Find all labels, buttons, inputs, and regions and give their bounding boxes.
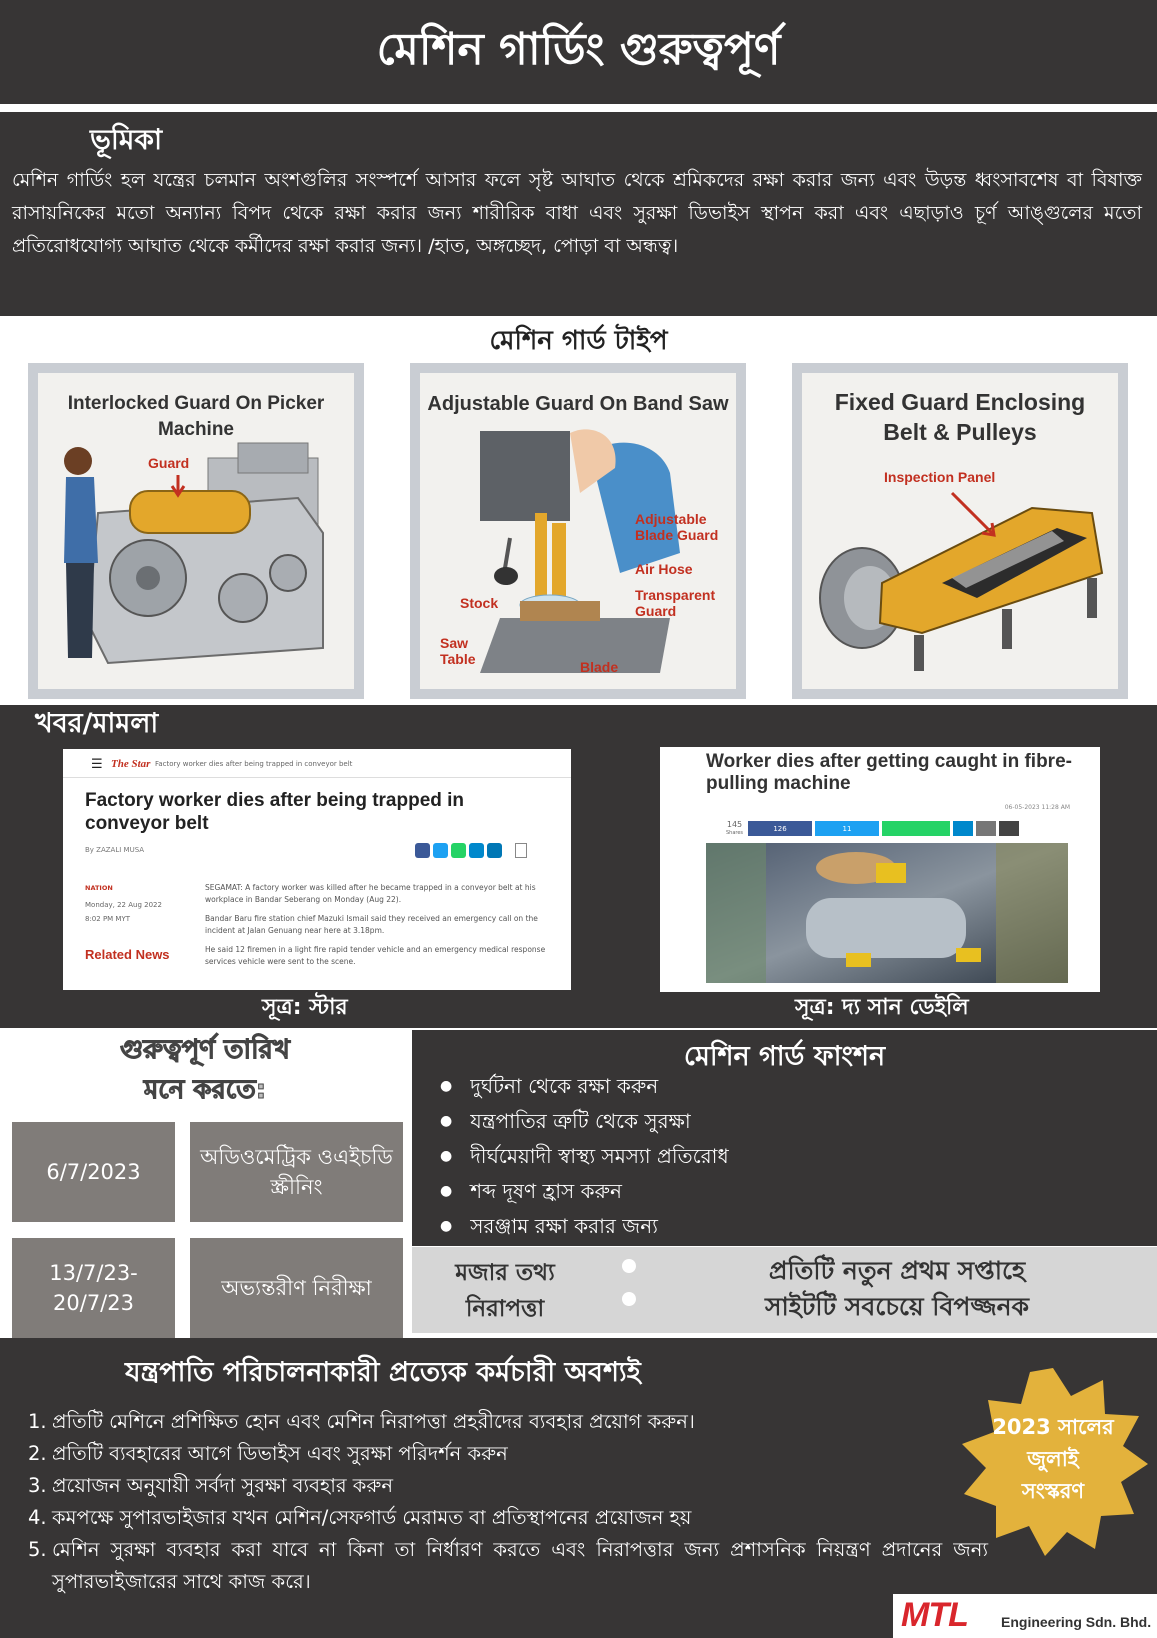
event-cell: অভ্যন্তরীণ নিরীক্ষা bbox=[190, 1238, 403, 1338]
page-title: মেশিন গার্ডিং গুরুত্বপূর্ণ bbox=[0, 0, 1157, 104]
fun-fact-box bbox=[412, 1247, 1157, 1333]
news-screenshot-sun bbox=[660, 747, 1100, 992]
list-item bbox=[28, 1502, 988, 1534]
guard-functions-section bbox=[412, 1030, 1157, 1246]
transparent-guard-label: Transparent Guard bbox=[635, 587, 716, 619]
facebook-share-button[interactable] bbox=[748, 821, 812, 836]
byline: By ZAZALI MUSA bbox=[85, 846, 145, 854]
article-date: 06-05-2023 11:28 AM bbox=[1004, 804, 1070, 811]
list-item bbox=[28, 1534, 988, 1598]
guard-card-title: Interlocked Guard On Picker Machine bbox=[67, 393, 325, 440]
duties-list bbox=[28, 1406, 988, 1598]
date-cell: 6/7/2023 bbox=[12, 1122, 175, 1222]
blade-label: Blade bbox=[580, 659, 619, 675]
list-item bbox=[28, 1406, 988, 1438]
stock-label: Stock bbox=[460, 595, 499, 611]
breadcrumb: Factory worker dies after being trapped in conveyor belt bbox=[155, 760, 353, 768]
inspection-panel-label: Inspection Panel bbox=[884, 469, 996, 485]
guard-label: Guard bbox=[148, 455, 190, 471]
twitter-icon[interactable] bbox=[433, 843, 448, 858]
print-share-button[interactable] bbox=[999, 821, 1019, 836]
header-divider bbox=[63, 777, 571, 778]
company-logo bbox=[893, 1594, 1157, 1638]
source-sun: সূত্র: দ্য সান ডেইলি bbox=[795, 995, 969, 1020]
list-item: ● যন্ত্রপাতির ত্রুটি থেকে সুরক্ষা bbox=[440, 1105, 729, 1140]
article-headline[interactable]: Factory worker dies after being trapped in conveyor belt bbox=[85, 790, 465, 834]
saw-table-label: Saw Table bbox=[440, 635, 476, 667]
fun-fact-label-line: নিরাপত্তা bbox=[465, 1296, 545, 1322]
item-number: 1. bbox=[28, 1410, 47, 1433]
star-logo[interactable]: The Star bbox=[111, 758, 151, 770]
functions-heading: মেশিন গার্ড ফাংশন bbox=[683, 1041, 886, 1072]
whatsapp-share-button[interactable] bbox=[882, 821, 950, 836]
logo-mark: MTL bbox=[901, 1596, 968, 1634]
fun-fact-text bbox=[662, 1253, 1132, 1325]
belt-pulley-illustration bbox=[802, 373, 1118, 689]
list-item: ● দুর্ঘটনা থেকে রক্ষা করুন bbox=[440, 1070, 729, 1105]
edition-badge bbox=[958, 1366, 1148, 1556]
item-number: 4. bbox=[28, 1506, 47, 1529]
share-count bbox=[726, 821, 743, 837]
guard-card-interlocked bbox=[28, 363, 364, 699]
news-section bbox=[0, 705, 1157, 1028]
article-paragraph: SEGAMAT: A factory worker was killed after he became trapped in a conveyor belt at his workplace in Bandar Seberang on Monday (Aug 22). bbox=[205, 883, 536, 904]
guard-card-title: Fixed Guard Enclosing Belt & Pulleys bbox=[834, 389, 1086, 445]
functions-list bbox=[440, 1070, 729, 1245]
date-cell: 13/7/23- 20/7/23 bbox=[12, 1238, 175, 1338]
facebook-count: 126 bbox=[773, 824, 787, 833]
share-bar bbox=[748, 821, 1019, 836]
item-text: প্রতিটি ব্যবহারের আগে ডিভাইস এবং সুরক্ষা পরিদর্শন করুন bbox=[52, 1442, 508, 1465]
badge-text bbox=[958, 1411, 1148, 1507]
fun-fact-label bbox=[440, 1255, 570, 1327]
list-item: ● শব্দ দূষণ হ্রাস করুন bbox=[440, 1175, 729, 1210]
twitter-share-button[interactable] bbox=[815, 821, 879, 836]
share-count-value: 145 bbox=[726, 820, 743, 829]
dates-heading-line: মনে করতে: bbox=[143, 1075, 267, 1105]
list-item: ● সরঞ্জাম রক্ষা করার জন্য bbox=[440, 1210, 729, 1245]
article-headline[interactable]: Worker dies after getting caught in fibre-pulling machine bbox=[706, 751, 1072, 794]
linkedin-icon[interactable] bbox=[487, 843, 502, 858]
item-text: প্রতিটি মেশিনে প্রশিক্ষিত হোন এবং মেশিন নিরাপত্তা প্রহরীদের ব্যবহার প্রয়োগ করুন। bbox=[52, 1410, 695, 1433]
adjustable-blade-guard-label: Adjustable Blade Guard bbox=[635, 511, 719, 543]
news-heading: খবর/মামলা bbox=[35, 708, 159, 739]
list-item bbox=[28, 1470, 988, 1502]
item-number: 5. bbox=[28, 1538, 47, 1561]
blurred-machine-photo bbox=[706, 843, 1068, 983]
item-text: প্রয়োজন অনুযায়ী সর্বদা সুরক্ষা ব্যবহার করুন bbox=[52, 1474, 394, 1497]
intro-section bbox=[0, 112, 1157, 316]
fun-fact-label-line: মজার তথ্য bbox=[455, 1260, 555, 1286]
fun-fact-line: সাইটটি সবচেয়ে বিপজ্জনক bbox=[765, 1292, 1029, 1321]
share-buttons bbox=[415, 843, 527, 858]
article-time: 8:02 PM MYT bbox=[85, 915, 131, 923]
section-tag[interactable]: NATION bbox=[85, 884, 113, 892]
item-number: 3. bbox=[28, 1474, 47, 1497]
telegram-icon[interactable] bbox=[469, 843, 484, 858]
important-dates-heading bbox=[0, 1030, 410, 1114]
item-text: মেশিন সুরক্ষা ব্যবহার করা যাবে না কিনা তা নির্ধারণ করতে এবং নিরাপত্তার জন্য প্রশাসনিক নিয়ন্ত্রণ প্রদানের জন্য সুপারভাইজারের সাথে কাজ করে। bbox=[52, 1538, 988, 1593]
menu-icon[interactable]: ☰ bbox=[91, 757, 103, 772]
twitter-count: 11 bbox=[842, 824, 852, 833]
telegram-share-button[interactable] bbox=[953, 821, 973, 836]
list-item bbox=[28, 1438, 988, 1470]
guard-card-fixed bbox=[792, 363, 1128, 699]
article-date: Monday, 22 Aug 2022 bbox=[85, 901, 162, 909]
guard-types-heading: মেশিন গার্ড টাইপ bbox=[489, 326, 668, 356]
dates-heading-line: গুরুত্বপূর্ণ তারিখ bbox=[120, 1035, 290, 1065]
related-news-label[interactable]: Related News bbox=[85, 947, 170, 962]
company-name: Engineering Sdn. Bhd. bbox=[1001, 1614, 1152, 1630]
picker-machine-illustration bbox=[38, 373, 354, 689]
badge-line: জুলাই bbox=[1027, 1447, 1079, 1471]
guard-card-title: Adjustable Guard On Band Saw bbox=[427, 393, 729, 415]
source-star: সূত্র: স্টার bbox=[262, 995, 348, 1020]
employee-duties-section bbox=[0, 1338, 1157, 1638]
news-screenshot-star bbox=[63, 749, 571, 990]
guard-card-adjustable bbox=[410, 363, 746, 699]
article-paragraph: Bandar Baru fire station chief Mazuki Ismail said they received an emergency call on the incident at Jalan Genuang near here at 3.18pm. bbox=[205, 914, 538, 935]
list-item: ● দীর্ঘমেয়াদী স্বাস্থ্য সমস্যা প্রতিরোধ bbox=[440, 1140, 729, 1175]
item-text: কমপক্ষে সুপারভাইজার যখন মেশিন/সেফগার্ড মেরামত বা প্রতিস্থাপনের প্রয়োজন হয় bbox=[52, 1506, 692, 1529]
badge-line: 2023 সালের bbox=[992, 1415, 1114, 1439]
share-count-label: Shares bbox=[726, 830, 744, 836]
intro-heading: ভূমিকা bbox=[90, 123, 163, 156]
duties-heading: যন্ত্রপাতি পরিচালনাকারী প্রত্যেক কর্মচারী অবশ্যই bbox=[125, 1357, 641, 1388]
article-body bbox=[205, 882, 555, 968]
email-share-button[interactable] bbox=[976, 821, 996, 836]
item-number: 2. bbox=[28, 1442, 47, 1465]
intro-text: মেশিন গার্ডিং হল যন্ত্রের চলমান অংশগুলির সংস্পর্শে আসার ফলে সৃষ্ট আঘাত থেকে শ্রমিকদের রক্ষা করার জন্য এবং উড়ন্ত ধ্বংসাবশেষ বা বিষাক্ত রাসায়নিকের মতো অন্যান্য বিপদ থেকে রক্ষা করার জন্য শারীরিক বাধা এবং সুরক্ষা ডিভাইস স্থাপন করা এবং এছাড়াও চূর্ণ আঙ্গুলের মতো প্রতিরোধযোগ্য আঘাত থেকে কর্মীদের রক্ষা করার জন্য। /হাত, অঙ্গচ্ছেদ, পোড়া বা অন্ধত্ব। bbox=[12, 169, 1142, 257]
facebook-icon[interactable] bbox=[415, 843, 430, 858]
air-hose-label: Air Hose bbox=[635, 561, 693, 577]
badge-line: সংস্করণ bbox=[1021, 1479, 1085, 1503]
fun-fact-line: প্রতিটি নতুন প্রথম সপ্তাহে bbox=[768, 1256, 1026, 1285]
article-paragraph: He said 12 firemen in a light fire rapid tender vehicle and an emergency medical response services vehicle were sent to the scene. bbox=[205, 945, 546, 966]
bookmark-icon[interactable] bbox=[515, 843, 527, 858]
event-cell: অডিওমেট্রিক ওএইচডি স্ক্রীনিং bbox=[190, 1122, 403, 1222]
whatsapp-icon[interactable] bbox=[451, 843, 466, 858]
bullet-dot bbox=[622, 1292, 636, 1306]
bullet-dot bbox=[622, 1259, 636, 1273]
